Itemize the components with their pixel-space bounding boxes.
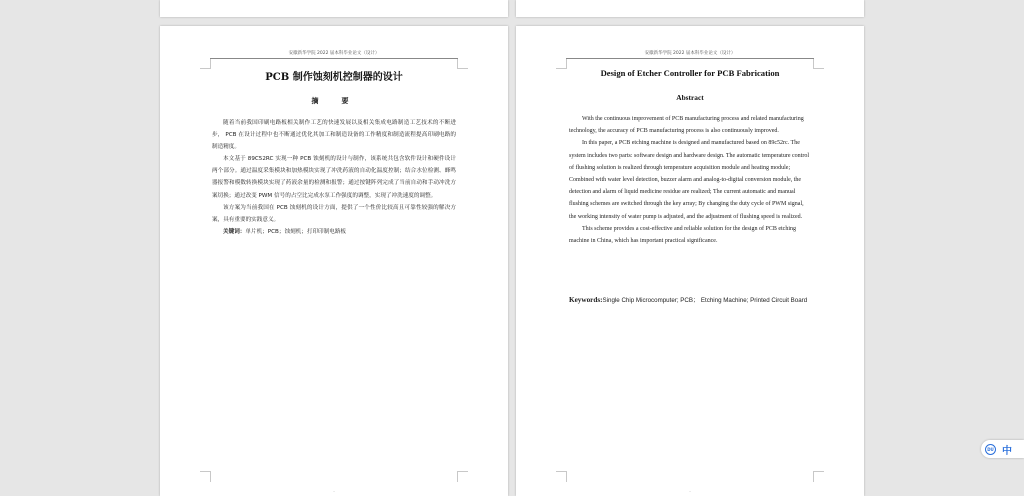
page-number: · [333, 489, 335, 494]
previous-page-left [160, 0, 508, 17]
keywords-label: 关键词： [223, 228, 246, 235]
previous-page-right [516, 0, 864, 17]
keywords-text: 单片机；PCB；蚀刻机；打印印制电路板 [245, 228, 347, 235]
keywords-line [212, 226, 456, 238]
abstract-paragraph: With the continuous improvement of PCB manufacturing process and related manufacturing technology, the accuracy of PCB manufacturing process is also continuously improved. [569, 116, 804, 135]
abstract-paragraph: 随着当前我国印刷电路板相关制作工艺的快速发展以及相关集成电路制造工艺技术的不断进步， PCB 在设计过程中也不断通过优化其加工和制造设备的工作精度和制造流程提高印刷电路的制造精度。 [212, 120, 456, 151]
keywords-line [569, 294, 811, 307]
abstract-paragraph: This scheme provides a cost-effective and reliable solution for the design of PCB etching machine in China, which has important practical significance. [569, 225, 796, 245]
crop-mark [813, 471, 824, 482]
document-page-chinese-abstract [160, 26, 508, 496]
abstract-heading: Abstract [676, 93, 704, 102]
ime-toolbar[interactable] [981, 440, 1024, 458]
input-language-toggle[interactable]: 中 [1002, 445, 1012, 457]
page-number: · [689, 489, 691, 494]
abstract-body [569, 113, 811, 247]
abstract-paragraph: 该方案为当前我国在 PCB 蚀刻机的设计方面，提供了一个性价比较高且可靠性较强的解决方案，具有重要的实践意义。 [212, 204, 456, 223]
crop-mark [457, 471, 468, 482]
document-page-english-abstract [516, 26, 864, 496]
ime-icon[interactable]: DU [985, 444, 996, 455]
header-rule [210, 58, 458, 59]
abstract-heading: 摘 要 [311, 97, 357, 105]
running-header: 安徽新华学院 2022 届本科毕业论文（设计） [644, 51, 736, 56]
page-title: Design of Etcher Controller for PCB Fabrication [600, 68, 780, 78]
keywords-label: Keywords: [569, 296, 603, 304]
abstract-paragraph: In this paper, a PCB etching machine is designed and manufactured based on 89c52rc. The system includes two parts: software design and hardware design. The automatic temperature control of flushing solution is realized through temperature acquisition module and heating module; Combined with water level detection, buzzer alarm and analog-to-digital conversion module, the detection and alarm of liquid medicine residue are realized; The current automatic and manual flushing schemes are switched through the key array; By changing the duty cycle of PWM signal, the working intensity of water pump is adjusted, and the adjustment of flushing speed is realized. [569, 140, 809, 220]
abstract-body [212, 117, 456, 238]
crop-mark [556, 471, 567, 482]
keywords-text: Single Chip Microcomputer; PCB； Etching Machine; Printed Circuit Board [602, 297, 808, 304]
crop-mark [200, 471, 211, 482]
abstract-paragraph: 本文基于 89C52RC 实现一种 PCB 蚀刻机的设计与制作，该系统共包含软件设计和硬件设计两个部分。通过温度采集模块和加热模块实现了冲洗药液的自动化温度控制；结合水位检测、蜂鸣器报警和模数转换模块实现了药液余量的检测和报警；通过按键阵列完成了当前自动和手动冲洗方案切换；通过改变 PWM 信号的占空比完成水泵工作强度的调整，实现了冲洗速度的调整。 [212, 156, 456, 199]
header-rule [566, 58, 814, 59]
page-title: PCB 制作蚀刻机控制器的设计 [265, 72, 403, 83]
running-header: 安徽新华学院 2022 届本科毕业论文（设计） [288, 51, 380, 56]
